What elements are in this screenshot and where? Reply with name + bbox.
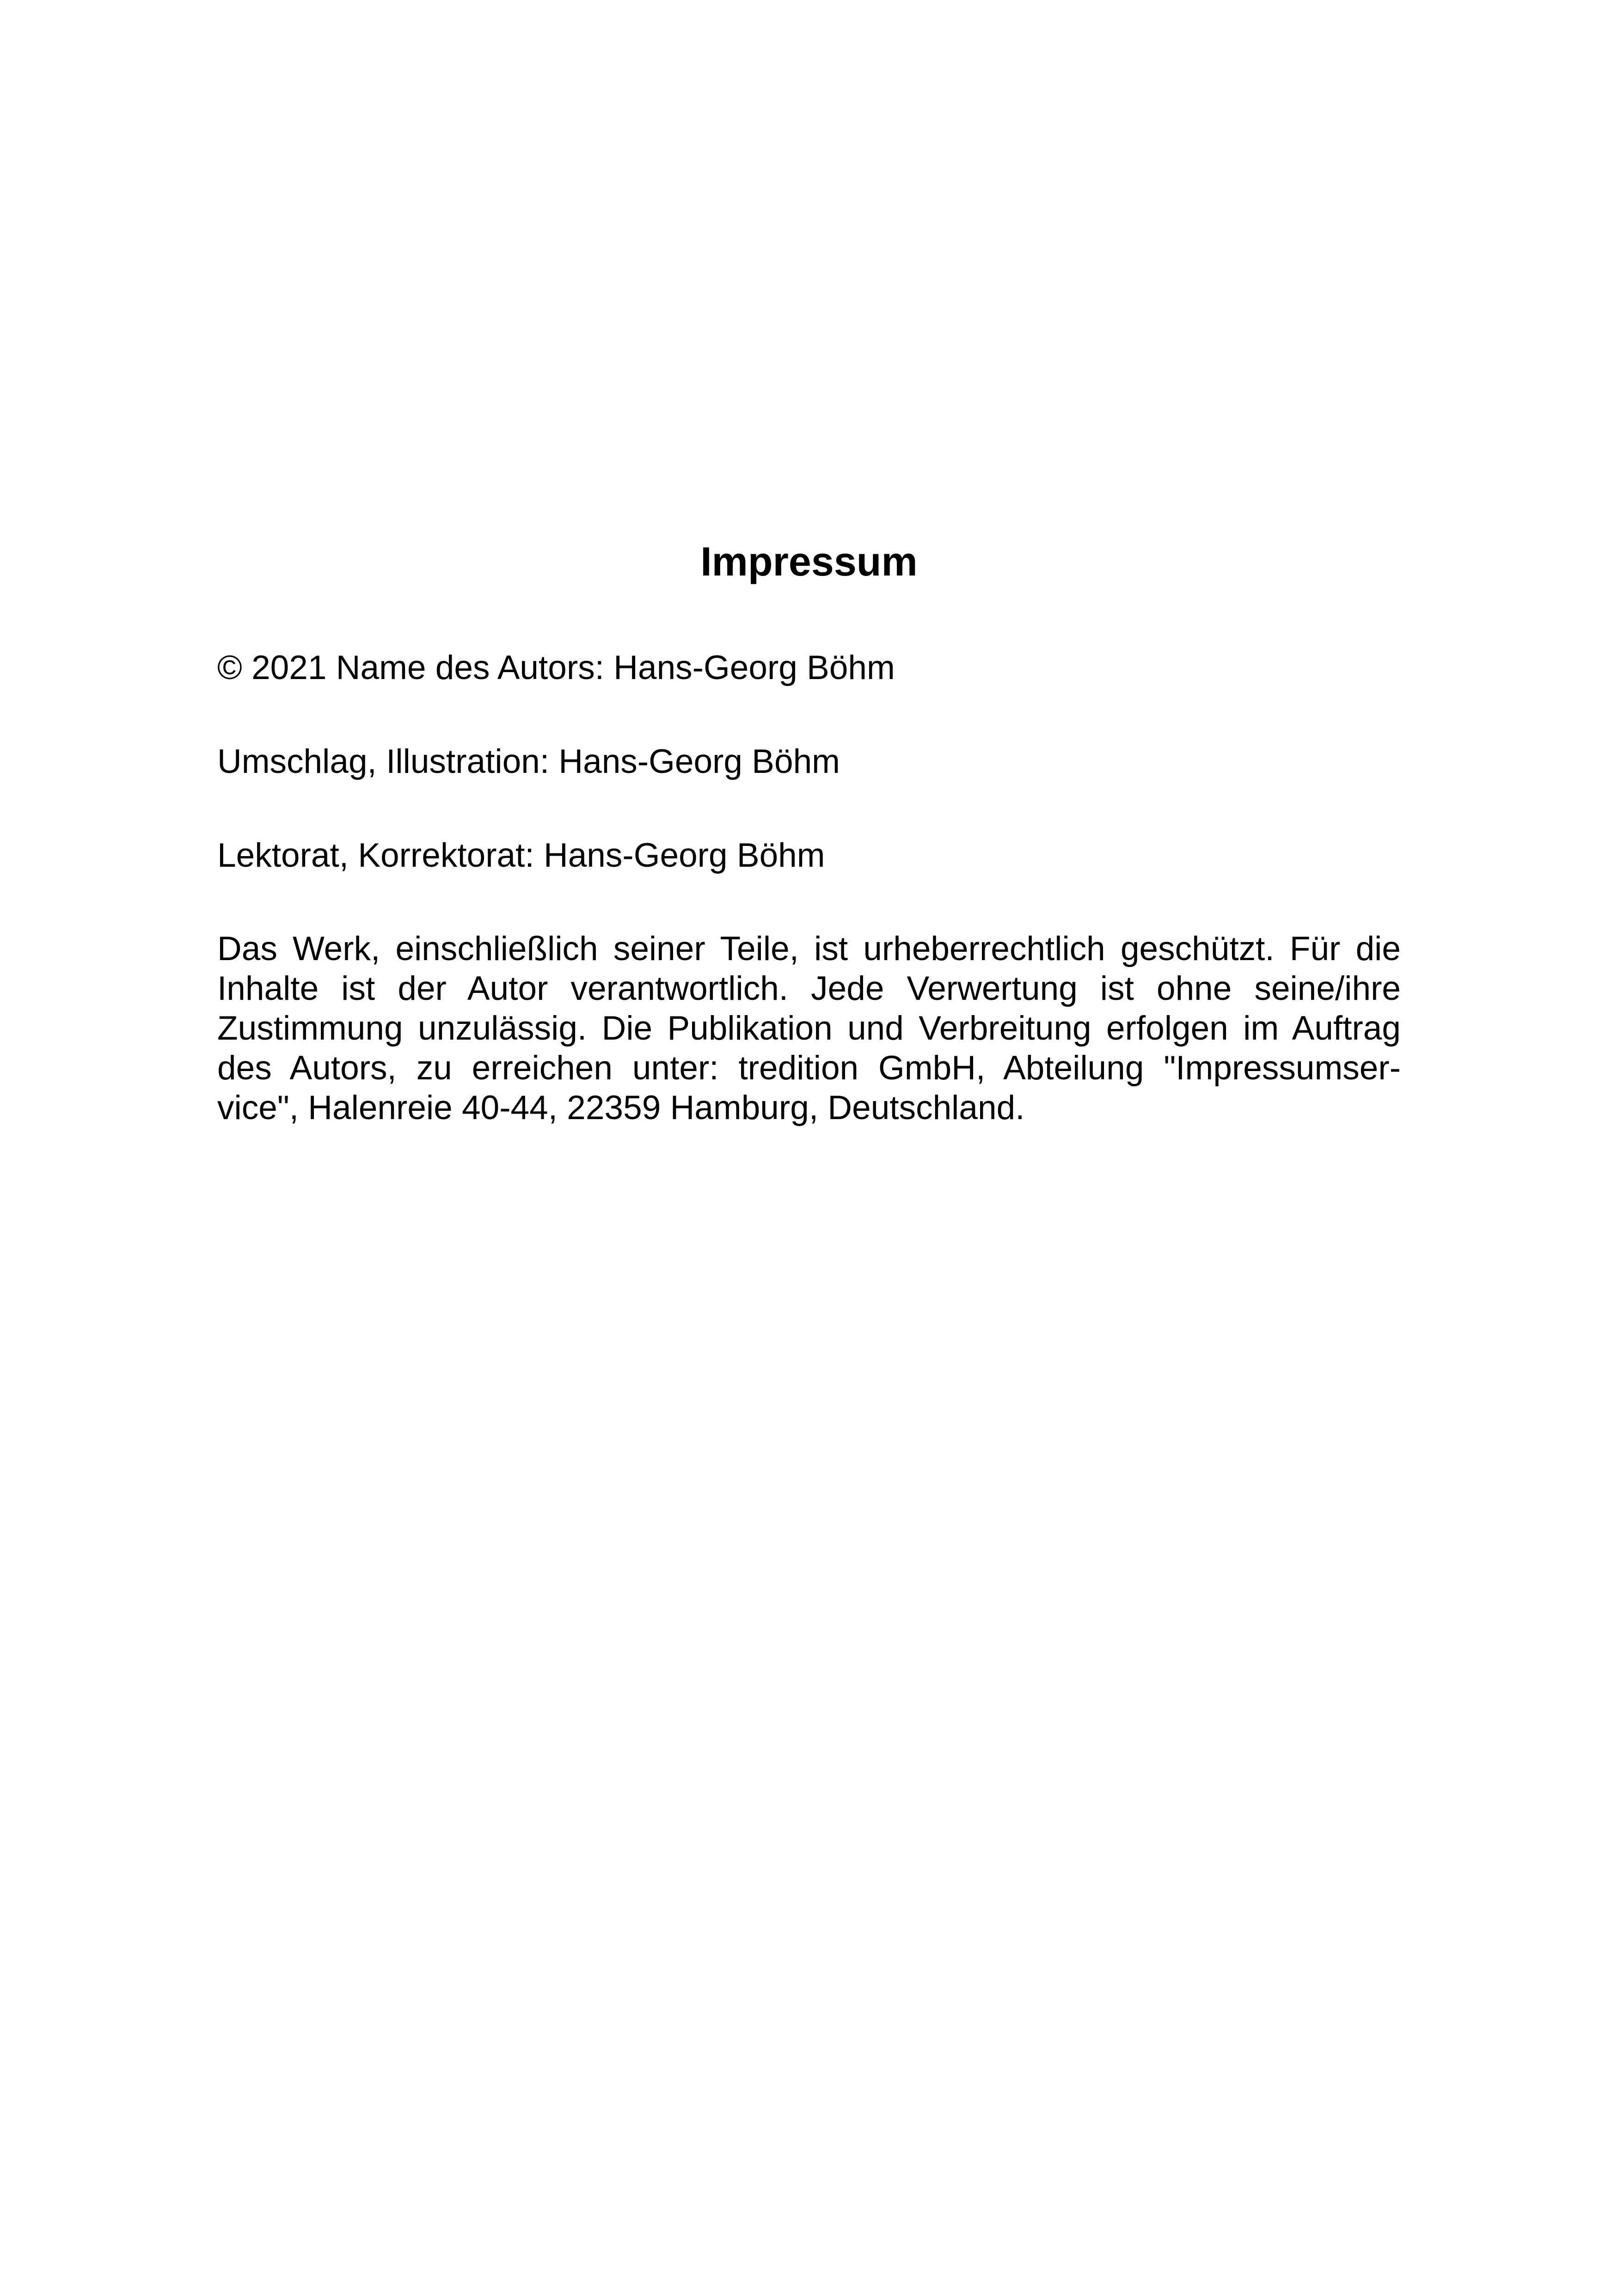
editing-credit: Lektorat, Korrektorat: Hans-Georg Böhm [217, 837, 825, 874]
legal-paragraph-line: Das Werk, einschließlich seiner Teile, ist urheberrechtlich geschützt. Für die [217, 930, 1401, 967]
copyright-line: © 2021 Name des Autors: Hans-Georg Böhm [217, 649, 895, 686]
legal-paragraph-line: Zustimmung unzulässig. Die Publikation und Verbreitung erfolgen im Auftrag [217, 1010, 1401, 1047]
legal-paragraph-line: des Autors, zu erreichen unter: tredition GmbH, Abteilung "Impressumser- [217, 1049, 1401, 1087]
page-title: Impressum [700, 539, 918, 584]
legal-paragraph-line: vice", Halenreie 40-44, 22359 Hamburg, Deutschland. [217, 1089, 1025, 1127]
cover-illustration-credit: Umschlag, Illustration: Hans-Georg Böhm [217, 743, 840, 780]
legal-paragraph-line: Inhalte ist der Autor verantwortlich. Jede Verwertung ist ohne seine/ihre [217, 970, 1401, 1007]
legal-paragraph [217, 929, 1401, 1128]
